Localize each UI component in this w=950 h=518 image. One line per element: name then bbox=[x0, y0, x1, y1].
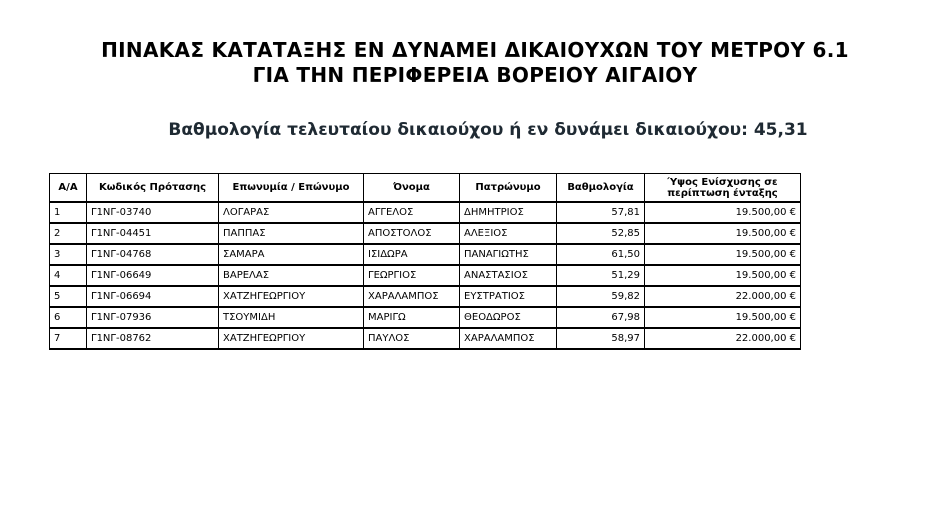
table-row bbox=[50, 328, 801, 349]
page-title-line-1: ΠΙΝΑΚΑΣ ΚΑΤΑΤΑΞΗΣ ΕΝ ΔΥΝΑΜΕΙ ΔΙΚΑΙΟΥΧΩΝ ΤΟΥ ΜΕΤΡΟΥ 6.1 bbox=[101, 38, 849, 62]
ranking-table bbox=[49, 173, 801, 350]
cell-code: Γ1ΝΓ-08762 bbox=[87, 328, 219, 349]
cell-name: ΑΠΟΣΤΟΛΟΣ bbox=[364, 223, 460, 244]
cell-name: ΓΕΩΡΓΙΟΣ bbox=[364, 265, 460, 286]
cell-surname: ΧΑΤΖΗΓΕΩΡΓΙΟΥ bbox=[219, 286, 364, 307]
cell-score: 58,97 bbox=[557, 328, 645, 349]
column-header-father: Πατρώνυμο bbox=[460, 174, 557, 203]
cell-amount: 19.500,00 € bbox=[645, 307, 801, 328]
cell-code: Γ1ΝΓ-03740 bbox=[87, 202, 219, 223]
column-header-name: Όνομα bbox=[364, 174, 460, 203]
cell-father: ΘΕΟΔΩΡΟΣ bbox=[460, 307, 557, 328]
cell-father: ΑΝΑΣΤΑΣΙΟΣ bbox=[460, 265, 557, 286]
cell-name: ΙΣΙΔΩΡΑ bbox=[364, 244, 460, 265]
cell-father: ΠΑΝΑΓΙΩΤΗΣ bbox=[460, 244, 557, 265]
cell-aa: 6 bbox=[50, 307, 87, 328]
cell-aa: 1 bbox=[50, 202, 87, 223]
cell-aa: 7 bbox=[50, 328, 87, 349]
column-header-code: Κωδικός Πρότασης bbox=[87, 174, 219, 203]
cell-surname: ΧΑΤΖΗΓΕΩΡΓΙΟΥ bbox=[219, 328, 364, 349]
cell-score: 61,50 bbox=[557, 244, 645, 265]
cell-name: ΧΑΡΑΛΑΜΠΟΣ bbox=[364, 286, 460, 307]
cell-aa: 2 bbox=[50, 223, 87, 244]
cell-code: Γ1ΝΓ-06694 bbox=[87, 286, 219, 307]
cell-amount: 19.500,00 € bbox=[645, 202, 801, 223]
cell-score: 59,82 bbox=[557, 286, 645, 307]
table-row bbox=[50, 307, 801, 328]
cell-score: 67,98 bbox=[557, 307, 645, 328]
cell-father: ΑΛΕΞΙΟΣ bbox=[460, 223, 557, 244]
cell-surname: ΒΑΡΕΛΑΣ bbox=[219, 265, 364, 286]
cell-aa: 4 bbox=[50, 265, 87, 286]
table-header-row bbox=[50, 174, 801, 203]
cell-father: ΔΗΜΗΤΡΙΟΣ bbox=[460, 202, 557, 223]
cell-score: 51,29 bbox=[557, 265, 645, 286]
cell-amount: 19.500,00 € bbox=[645, 223, 801, 244]
cell-code: Γ1ΝΓ-04451 bbox=[87, 223, 219, 244]
column-header-amount: Ύψος Ενίσχυσης σε περίπτωση ένταξης bbox=[645, 174, 801, 203]
table-row bbox=[50, 286, 801, 307]
cell-score: 57,81 bbox=[557, 202, 645, 223]
cell-amount: 19.500,00 € bbox=[645, 244, 801, 265]
cell-score: 52,85 bbox=[557, 223, 645, 244]
cell-amount: 22.000,00 € bbox=[645, 286, 801, 307]
page-title-line-2: ΓΙΑ ΤΗΝ ΠΕΡΙΦΕΡΕΙΑ ΒΟΡΕΙΟΥ ΑΙΓΑΙΟΥ bbox=[252, 63, 698, 87]
cell-surname: ΠΑΠΠΑΣ bbox=[219, 223, 364, 244]
cell-name: ΜΑΡΙΓΩ bbox=[364, 307, 460, 328]
table-row bbox=[50, 202, 801, 223]
cell-surname: ΤΣΟΥΜΙΔΗ bbox=[219, 307, 364, 328]
last-beneficiary-score: Βαθμολογία τελευταίου δικαιούχου ή εν δυνάμει δικαιούχου: 45,31 bbox=[168, 120, 808, 140]
cell-code: Γ1ΝΓ-06649 bbox=[87, 265, 219, 286]
column-header-score: Βαθμολογία bbox=[557, 174, 645, 203]
cell-amount: 22.000,00 € bbox=[645, 328, 801, 349]
cell-code: Γ1ΝΓ-07936 bbox=[87, 307, 219, 328]
cell-aa: 5 bbox=[50, 286, 87, 307]
cell-surname: ΛΟΓΑΡΑΣ bbox=[219, 202, 364, 223]
cell-name: ΠΑΥΛΟΣ bbox=[364, 328, 460, 349]
cell-code: Γ1ΝΓ-04768 bbox=[87, 244, 219, 265]
cell-father: ΕΥΣΤΡΑΤΙΟΣ bbox=[460, 286, 557, 307]
table-row bbox=[50, 265, 801, 286]
cell-amount: 19.500,00 € bbox=[645, 265, 801, 286]
column-header-surname: Επωνυμία / Επώνυμο bbox=[219, 174, 364, 203]
cell-father: ΧΑΡΑΛΑΜΠΟΣ bbox=[460, 328, 557, 349]
cell-aa: 3 bbox=[50, 244, 87, 265]
cell-surname: ΣΑΜΑΡΑ bbox=[219, 244, 364, 265]
table-row bbox=[50, 244, 801, 265]
cell-name: ΑΓΓΕΛΟΣ bbox=[364, 202, 460, 223]
column-header-aa: Α/Α bbox=[50, 174, 87, 203]
table-row bbox=[50, 223, 801, 244]
